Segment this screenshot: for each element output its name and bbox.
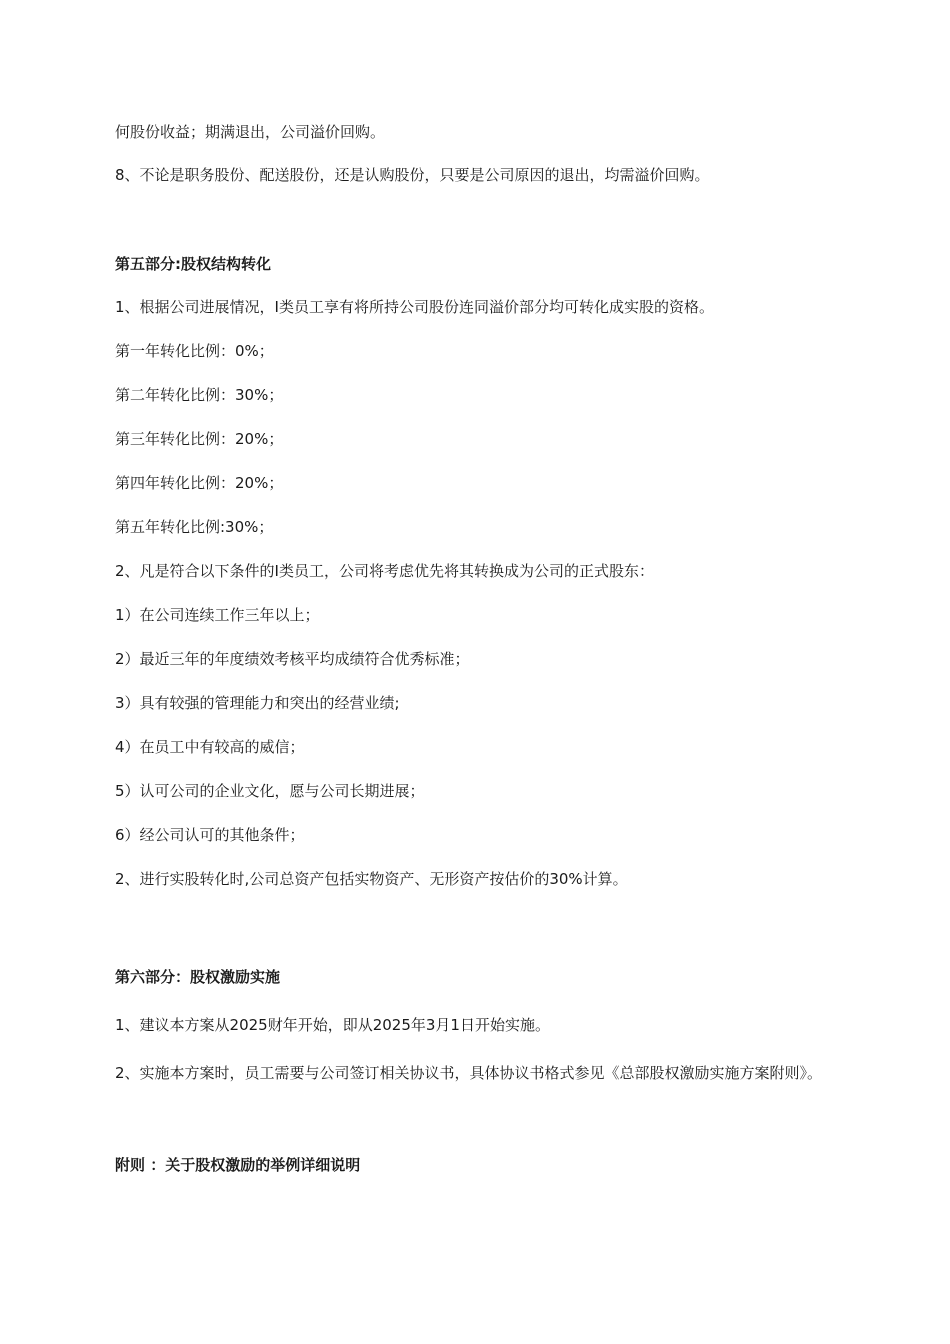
section5-item-3: 2、进行实股转化时,公司总资产包括实物资产、无形资产按估价的30%计算。 bbox=[115, 870, 628, 888]
section6-item-2: 2、实施本方案时，员工需要与公司签订相关协议书，具体协议书格式参见《总部股权激励实施方案附则》。 bbox=[115, 1064, 823, 1082]
appendix-heading: 附则 ：关于股权激励的举例详细说明 bbox=[115, 1156, 361, 1174]
condition-item: 6）经公司认可的其他条件； bbox=[115, 826, 305, 844]
conversion-ratio-year-4: 第四年转化比例：20%； bbox=[115, 474, 284, 492]
paragraph-line: 何股份收益；期满退出，公司溢价回购。 bbox=[115, 123, 386, 141]
condition-item: 5）认可公司的企业文化，愿与公司长期进展； bbox=[115, 782, 425, 800]
section5-item-2: 2、凡是符合以下条件的Ⅰ类员工，公司将考虑优先将其转换成为公司的正式股东： bbox=[115, 562, 654, 580]
conversion-ratio-year-5: 第五年转化比例:30%； bbox=[115, 518, 274, 536]
condition-item: 2）最近三年的年度绩效考核平均成绩符合优秀标准； bbox=[115, 650, 470, 668]
section-heading-6: 第六部分：股权激励实施 bbox=[115, 968, 281, 986]
section6-item-1: 1、建议本方案从2025财年开始，即从2025年3月1日开始实施。 bbox=[115, 1016, 550, 1034]
condition-item: 3）具有较强的管理能力和突出的经营业绩; bbox=[115, 694, 400, 712]
section-heading-5: 第五部分:股权结构转化 bbox=[115, 255, 271, 273]
condition-item: 1）在公司连续工作三年以上； bbox=[115, 606, 320, 624]
section5-item-1: 1、根据公司进展情况，Ⅰ类员工享有将所持公司股份连同溢价部分均可转化成实股的资格。 bbox=[115, 298, 714, 316]
conversion-ratio-year-3: 第三年转化比例：20%； bbox=[115, 430, 284, 448]
paragraph-line: 8、不论是职务股份、配送股份，还是认购股份，只要是公司原因的退出，均需溢价回购。 bbox=[115, 166, 710, 184]
condition-item: 4）在员工中有较高的威信； bbox=[115, 738, 305, 756]
conversion-ratio-year-2: 第二年转化比例：30%； bbox=[115, 386, 284, 404]
conversion-ratio-year-1: 第一年转化比例：0%； bbox=[115, 342, 274, 360]
